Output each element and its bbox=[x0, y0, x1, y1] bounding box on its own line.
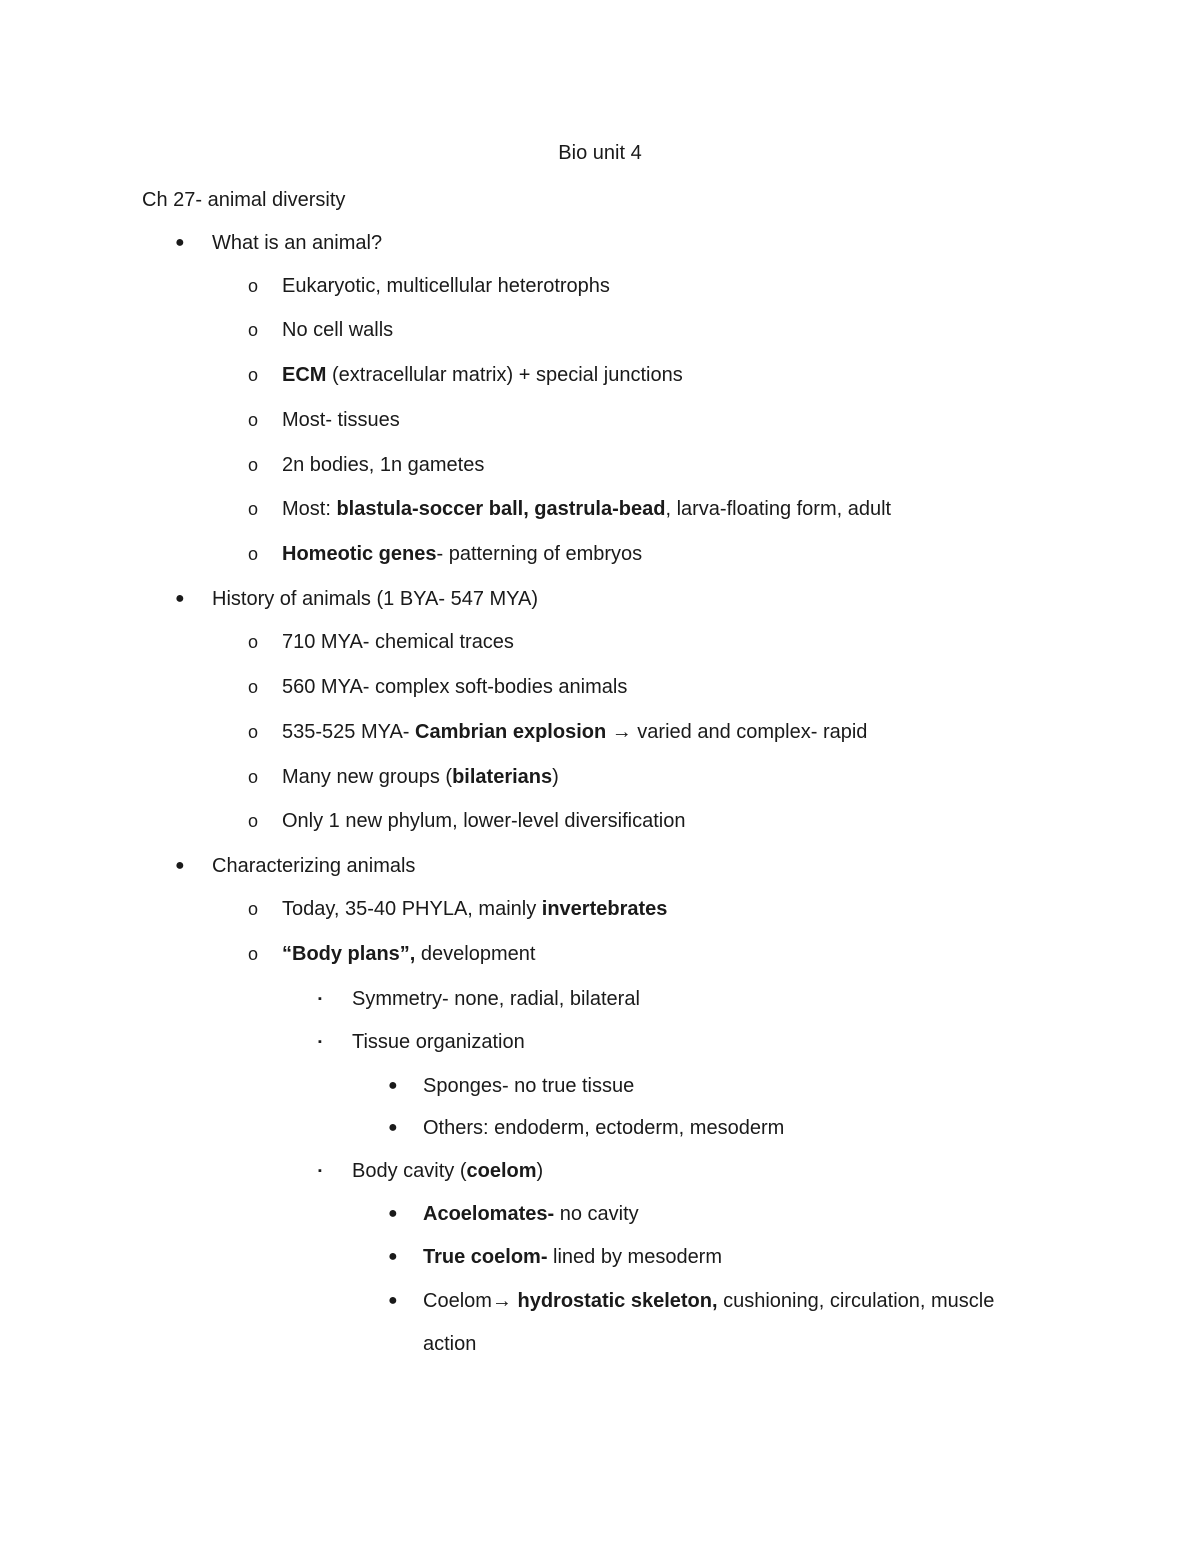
list-item: Sponges- no true tissue bbox=[423, 1075, 635, 1097]
arrow-icon: → bbox=[491, 1290, 512, 1312]
list-item: Characterizing animals bbox=[212, 855, 416, 877]
list-item: Only 1 new phylum, lower-level diversification bbox=[282, 810, 686, 832]
bullet-icon: o bbox=[248, 365, 259, 385]
list-item: Body cavity (coelom) bbox=[352, 1160, 544, 1182]
list-item: 560 MYA- complex soft-bodies animals bbox=[282, 676, 628, 698]
bullet-icon: ● bbox=[175, 590, 185, 607]
list-item: 710 MYA- chemical traces bbox=[282, 631, 514, 653]
bullet-icon: ● bbox=[175, 857, 185, 874]
term: hydrostatic skeleton, bbox=[511, 1290, 718, 1312]
term: “Body plans”, bbox=[282, 943, 416, 965]
list-item: Symmetry- none, radial, bilateral bbox=[352, 988, 640, 1010]
section-heading: Ch 27- animal diversity bbox=[142, 189, 346, 211]
list-item: “Body plans”, development bbox=[282, 943, 536, 965]
list-item: History of animals (1 BYA- 547 MYA) bbox=[212, 588, 539, 610]
term: bilaterians bbox=[452, 766, 553, 788]
bullet-icon: ● bbox=[388, 1248, 398, 1265]
list-item: Many new groups (bilaterians) bbox=[282, 766, 559, 788]
list-item: Eukaryotic, multicellular heterotrophs bbox=[282, 275, 610, 297]
bullet-icon: o bbox=[248, 722, 259, 742]
bullet-icon: ● bbox=[388, 1292, 398, 1309]
list-item: No cell walls bbox=[282, 319, 394, 341]
bullet-icon: o bbox=[248, 276, 259, 296]
list-item: ECM (extracellular matrix) + special junctions bbox=[282, 364, 683, 386]
bullet-icon: ▪ bbox=[318, 1036, 322, 1048]
list-item: Today, 35-40 PHYLA, mainly invertebrates bbox=[282, 898, 668, 920]
list-item: 2n bodies, 1n gametes bbox=[282, 454, 485, 476]
list-item: True coelom- lined by mesoderm bbox=[423, 1246, 723, 1268]
bullet-icon: ● bbox=[388, 1077, 398, 1094]
list-item: Others: endoderm, ectoderm, mesoderm bbox=[423, 1117, 785, 1139]
list-item: Coelom→ hydrostatic skeleton, cushioning, circulation, muscle bbox=[423, 1290, 995, 1312]
term: True coelom- bbox=[423, 1246, 548, 1268]
term: invertebrates bbox=[541, 898, 668, 920]
bullet-icon: o bbox=[248, 899, 259, 919]
bullet-icon: o bbox=[248, 944, 259, 964]
list-item: 535-525 MYA- Cambrian explosion → varied and complex- rapid bbox=[282, 721, 868, 743]
bullet-icon: ▪ bbox=[318, 1165, 322, 1177]
term: blastula-soccer ball, gastrula-bead bbox=[336, 498, 666, 520]
bullet-icon: ● bbox=[175, 234, 185, 251]
bullet-icon: o bbox=[248, 544, 259, 564]
term: Cambrian explosion bbox=[415, 721, 607, 743]
bullet-icon: o bbox=[248, 677, 259, 697]
bullet-icon: o bbox=[248, 410, 259, 430]
page-title: Bio unit 4 bbox=[558, 142, 642, 164]
arrow-icon: → bbox=[611, 721, 632, 743]
term: ECM bbox=[282, 364, 327, 386]
bullet-icon: o bbox=[248, 632, 259, 652]
bullet-icon: o bbox=[248, 499, 259, 519]
list-item: Acoelomates- no cavity bbox=[423, 1203, 639, 1225]
list-item: Homeotic genes- patterning of embryos bbox=[282, 543, 643, 565]
bullet-icon: o bbox=[248, 455, 259, 475]
bullet-icon: o bbox=[248, 767, 259, 787]
bullet-icon: ▪ bbox=[318, 993, 322, 1005]
bullet-icon: ● bbox=[388, 1119, 398, 1136]
list-item: Most: blastula-soccer ball, gastrula-bead, larva-floating form, adult bbox=[282, 498, 892, 520]
list-item: What is an animal? bbox=[212, 232, 383, 254]
term: Homeotic genes bbox=[282, 543, 437, 565]
term: Acoelomates- bbox=[423, 1203, 555, 1225]
term: coelom bbox=[466, 1160, 537, 1182]
list-item-continuation: action bbox=[423, 1333, 477, 1355]
list-item: Tissue organization bbox=[352, 1031, 525, 1053]
bullet-icon: ● bbox=[388, 1205, 398, 1222]
list-item: Most- tissues bbox=[282, 409, 400, 431]
bullet-icon: o bbox=[248, 320, 259, 340]
bullet-icon: o bbox=[248, 811, 259, 831]
